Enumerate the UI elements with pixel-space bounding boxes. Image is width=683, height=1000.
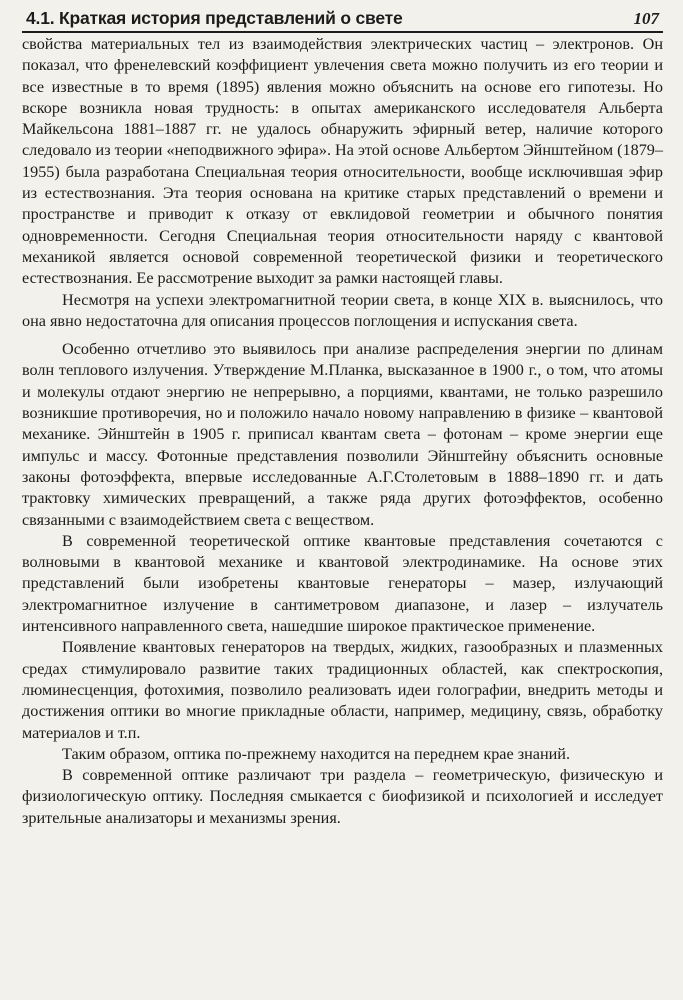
paragraph: В современной оптике различают три раздела – геометрическую, физическую и физиологическую оптику. Последняя смыкается с биофизикой и психологией и исследует зрительные анализаторы и механизмы зрения.: [22, 766, 663, 827]
section-title: 4.1. Краткая история представлений о свете: [26, 8, 403, 28]
paragraph: Несмотря на успехи электромагнитной теории света, в конце XIX в. выяснилось, что она явно недостаточна для описания процессов поглощения и испускания света.: [22, 290, 663, 330]
paragraph: В современной теоретической оптике квантовые представления сочетаются с волновыми в квантовой механике и квантовой электродинамике. На основе этих представлений были изобретены квантовые генераторы – мазер, излучающий электромагнитное излучение в сантиметровом диапазоне, и лазер – излучатель интенсивного направленного света, нашедшие широкое практическое применение.: [22, 531, 663, 636]
page-number: 107: [633, 9, 659, 28]
running-header: [22, 8, 663, 33]
page-body: [22, 34, 663, 829]
paragraph-continued: свойства материальных тел из взаимодействия электрических частиц – электронов. Он показал, что френелевский коэффициент увлечения света можно получить из его теории и все известные в то время (1895) явления можно объяснить на основе его гипотезы. Но вскоре возникла новая трудность: в опытах американского исследователя Альберта Майкельсона 1881–1887 гг. не удалось обнаружить эфирный ветер, наличие которого следовало из теории «неподвижного эфира». На этой основе Альбертом Эйнштейном (1879–1955) была разработана Специальная теория относительности, вообще исключившая эфир из естествознания. Эта теория основана на критике старых представлений о времени и пространстве и приводит к отказу от евклидовой геометрии и обычного понятия одновременности. Сегодня Специальная теория относительности наряду с квантовой механикой является основой современной теоретической физики и теоретического естествознания. Ее рассмотрение выходит за рамки настоящей главы.: [22, 35, 663, 288]
paragraph: Особенно отчетливо это выявилось при анализе распределения энергии по длинам волн теплового излучения. Утверждение М.Планка, высказанное в 1900 г., о том, что атомы и молекулы отдают энергию не непрерывно, а порциями, квантами, не только разрешило возникшие противоречия, но и положило начало новому направлению в физике – квантовой механике. Эйнштейн в 1905 г. приписал квантам света – фотонам – кроме энергии еще импульс и массу. Фотонные представления позволили Эйнштейну объяснить основные законы фотоэффекта, впервые исследованные А.Г.Столетовым в 1888–1890 гг. и дать трактовку химических превращений, а также ряда других фотоэффектов, особенно связанными с взаимодействием света с веществом.: [22, 340, 663, 529]
paragraph: Появление квантовых генераторов на твердых, жидких, газообразных и плазменных средах стимулировало развитие таких традиционных областей, как спектроскопия, люминесценция, фотохимия, позволило реализовать идеи голографии, внедрить методы и достижения оптики во многие прикладные области, например, медицину, связь, обработку материалов и т.п.: [22, 638, 663, 742]
paragraph: Таким образом, оптика по-прежнему находится на переднем крае знаний.: [62, 744, 570, 763]
